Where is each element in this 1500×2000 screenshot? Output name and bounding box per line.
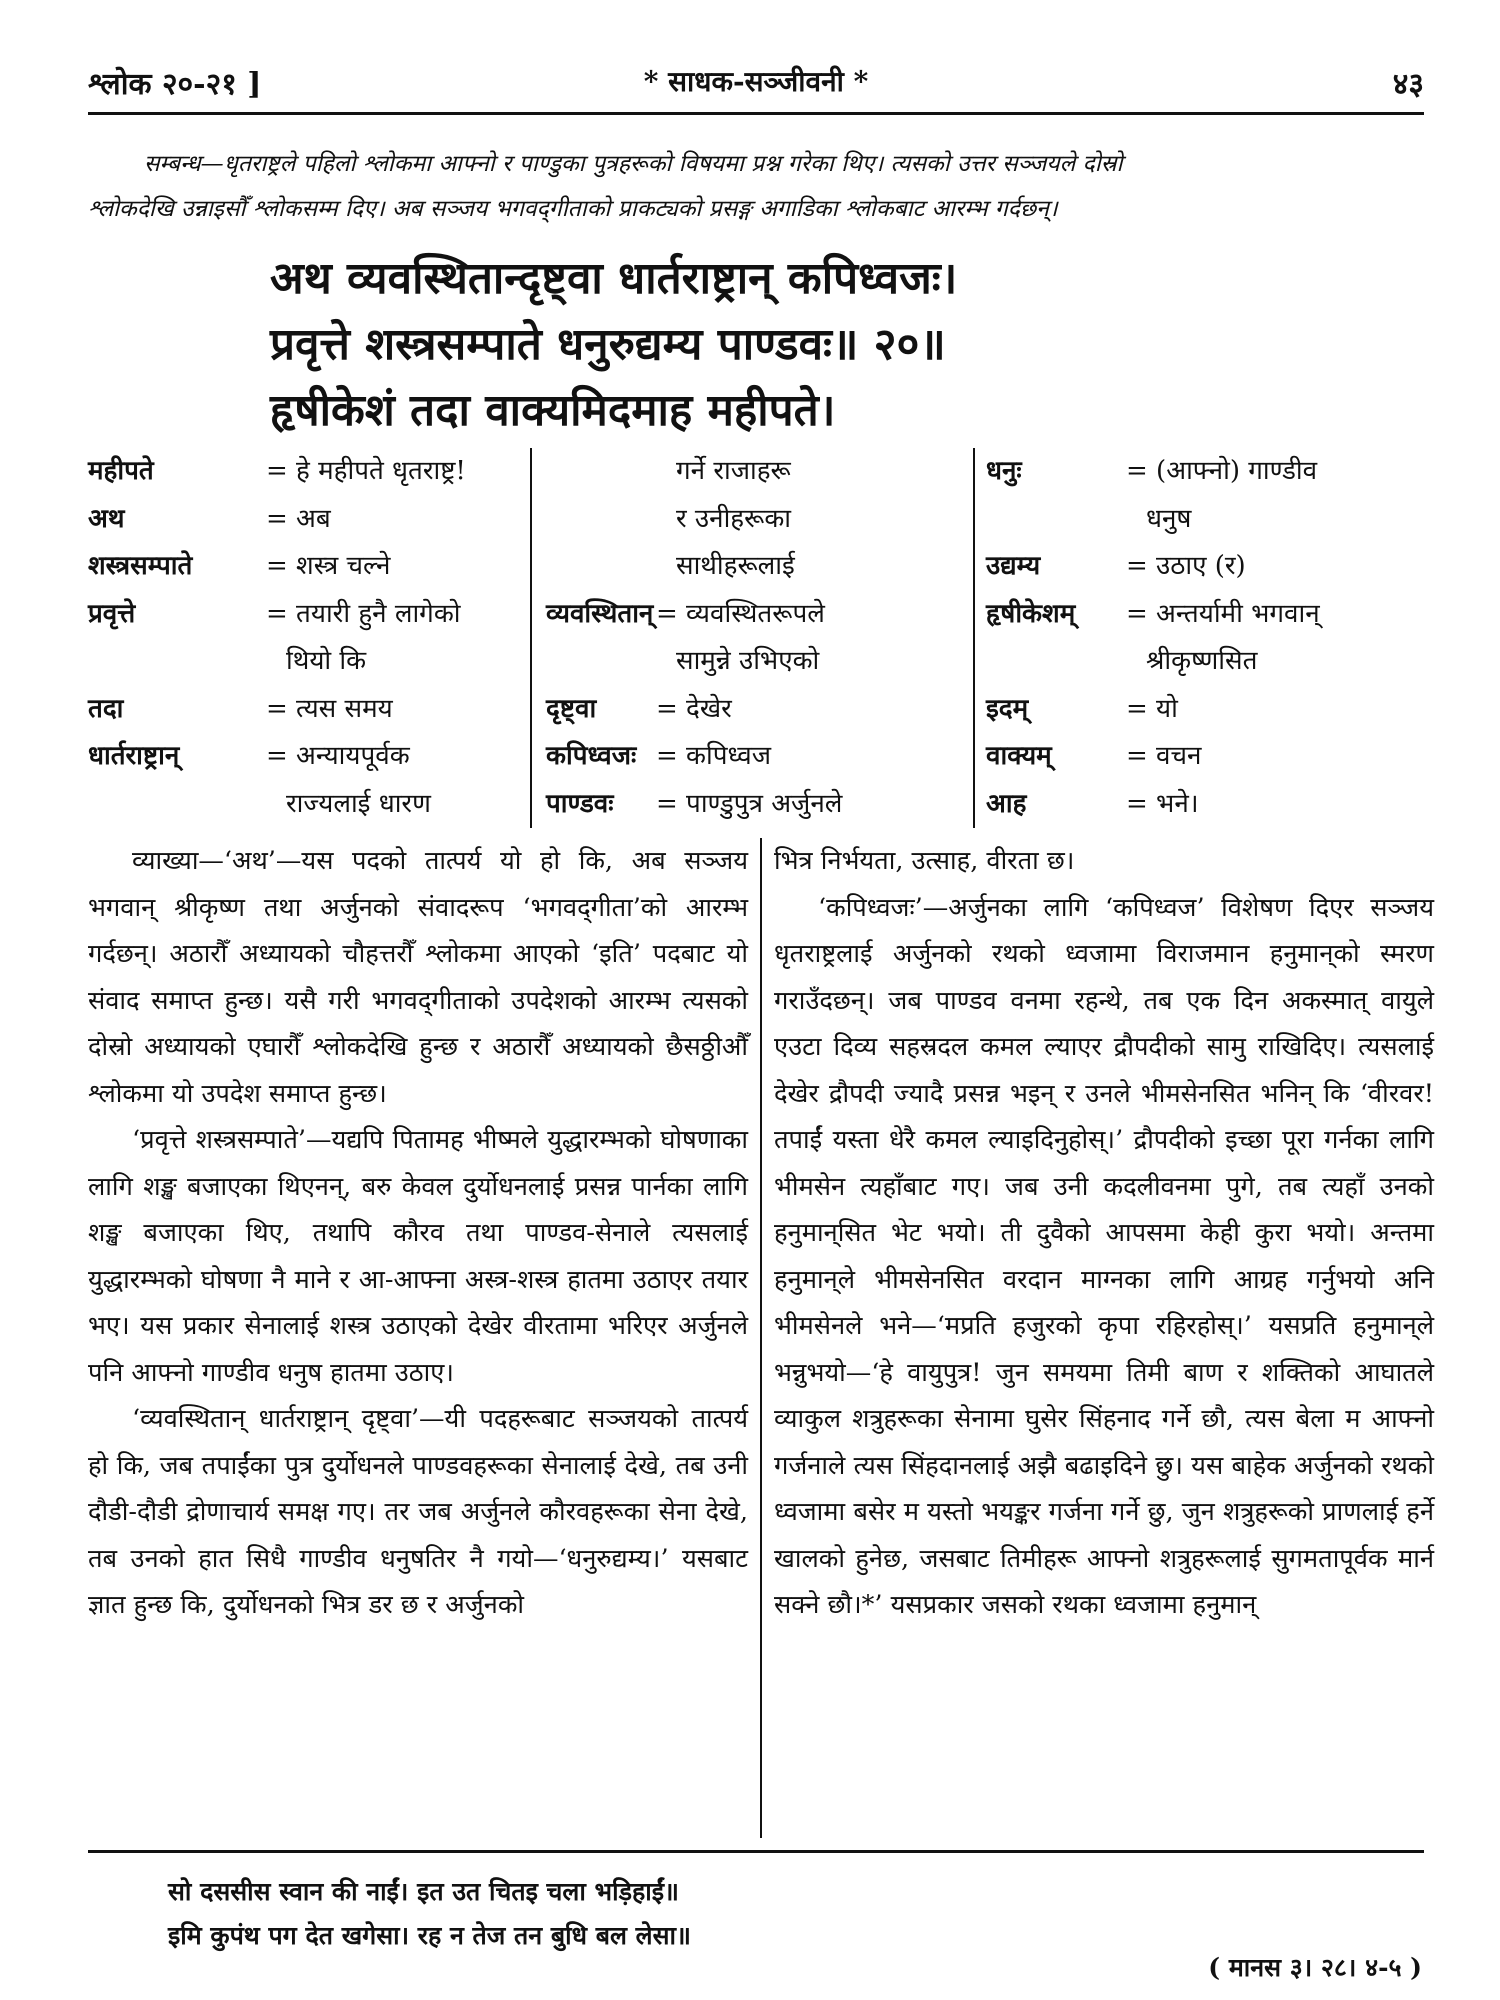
gloss-term: शस्त्रसम्पाते bbox=[88, 551, 193, 581]
gloss-column-3 bbox=[986, 448, 1416, 828]
gloss-term: धार्तराष्ट्रान् bbox=[88, 741, 180, 771]
gloss-row bbox=[986, 638, 1416, 686]
gloss-meaning: साथीहरूलाई bbox=[676, 551, 795, 581]
gloss-row bbox=[986, 733, 1416, 781]
gloss-meaning: थियो कि bbox=[286, 646, 367, 676]
gloss-meaning: र उनीहरूका bbox=[676, 503, 792, 534]
paragraph: ‘कपिध्वजः’—अर्जुनका लागि ‘कपिध्वज’ विशेषण दिएर सञ्जय धृतराष्ट्रलाई अर्जुनको रथको ध्वजामा विराजमान हनुमान्‌को स्मरण गराउँदछन्। जब पाण्डव वनमा रहन्थे, तब एक दिन अकस्मात् वायुले एउटा दिव्य सहस्रदल कमल ल्याएर द्रौपदीको सामु राखिदिए। त्यसलाई देखेर द्रौपदी ज्यादै प्रसन्न भइन् र उनले भीमसेनसित भनिन् कि ‘वीरवर! तपाईं यस्ता धेरै कमल ल्याइदिनुहोस्।’ द्रौपदीको इच्छा पूरा गर्नका लागि भीमसेन त्यहाँबाट गए। जब उनी कदलीवनमा पुगे, तब त्यहाँ उनको हनुमान्‌सित भेट भयो। ती दुवैको आपसमा केही कुरा भयो। अन्तमा हनुमान्‌ले भीमसेनसित वरदान माग्नका लागि आग्रह गर्नुभयो अनि भीमसेनले भने—‘मप्रति हजुरको कृपा रहिरहोस्।’ यसप्रति हनुमान्‌ले भन्नुभयो—‘हे वायुपुत्र! जुन समयमा तिमी बाण र शक्तिको आघातले व्याकुल शत्रुहरूका सेनामा घुसेर सिंहनाद गर्ने छौ, त्यस बेला म आफ्नो गर्जनाले त्यस सिंहदानलाई अझै बढाइदिने छु। यस बाहेक अर्जुनको रथको ध्वजामा बसेर म यस्तो भयङ्कर गर्जना गर्ने छु, जुन शत्रुहरूको प्राणलाई हर्ने खालको हुनेछ, जसबाट तिमीहरू आफ्नो शत्रुहरूलाई सुगमतापूर्वक मार्न सक्ने छौ।*’ यसप्रकार जसको रथका ध्वजामा हनुमान् bbox=[774, 892, 1434, 1620]
page-header bbox=[88, 62, 1424, 110]
footer-rule bbox=[88, 1850, 1424, 1853]
header-rule bbox=[88, 112, 1424, 115]
gloss-meaning: सामुन्ने उभिएको bbox=[676, 646, 820, 676]
context-paragraph bbox=[88, 142, 1424, 232]
gloss-meaning: = हे महीपते धृतराष्ट्र! bbox=[266, 456, 466, 486]
gloss-meaning: गर्ने राजाहरू bbox=[676, 456, 791, 486]
gloss-row bbox=[88, 591, 518, 639]
gloss-row bbox=[546, 448, 966, 496]
gloss-meaning: = भने। bbox=[1126, 788, 1199, 819]
gloss-row bbox=[88, 496, 518, 544]
gloss-meaning: = (आफ्नो) गाण्डीव bbox=[1126, 456, 1318, 486]
gloss-row bbox=[546, 781, 966, 829]
gloss-term: हृषीकेशम् bbox=[986, 598, 1076, 629]
word-meaning-table bbox=[88, 448, 1424, 828]
gloss-row bbox=[88, 448, 518, 496]
footnote-quote bbox=[168, 1870, 691, 1958]
verse-line: हृषीकेशं तदा वाक्यमिदमाह महीपते। bbox=[270, 385, 836, 436]
column-divider bbox=[760, 838, 762, 1838]
gloss-term: धनुः bbox=[986, 456, 1022, 486]
gloss-row bbox=[88, 733, 518, 781]
gloss-row bbox=[986, 496, 1416, 544]
gloss-meaning: = अन्तर्यामी भगवान् bbox=[1126, 598, 1320, 629]
gloss-term: पाण्डवः bbox=[546, 788, 614, 819]
gloss-row bbox=[88, 781, 518, 829]
paragraph: ‘प्रवृत्ते शस्त्रसम्पाते’—यद्यपि पितामह भीष्मले युद्धारम्भको घोषणाका लागि शङ्ख बजाएका थिएनन्, बरु केवल दुर्योधनलाई प्रसन्न पार्नका लागि शङ्ख बजाएका थिए, तथापि कौरव तथा पाण्डव-सेनाले त्यसलाई युद्धारम्भको घोषणा नै माने र आ-आफ्ना अस्त्र-शस्त्र हातमा उठाएर तयार भए। यस प्रकार सेनालाई शस्त्र उठाएको देखेर वीरतामा भरिएर अर्जुनले पनि आफ्नो गाण्डीव धनुष हातमा उठाए। bbox=[88, 1125, 748, 1388]
gloss-meaning: = देखेर bbox=[656, 693, 732, 724]
gloss-meaning: = अब bbox=[266, 503, 331, 534]
quote-line: इमि कुपंथ पग देत खगेसा। रह न तेज तन बुधि बल लेसा॥ bbox=[168, 1921, 691, 1950]
gloss-meaning: धनुष bbox=[1146, 503, 1192, 534]
gloss-meaning: = वचन bbox=[1126, 741, 1202, 771]
left-column bbox=[88, 838, 748, 1629]
quote-line: सो दससीस स्वान की नाईं। इत उत चितइ चला भड़िहाईं॥ bbox=[168, 1877, 679, 1906]
gloss-term: आह bbox=[986, 788, 1027, 819]
gloss-column-1 bbox=[88, 448, 518, 828]
gloss-column-2 bbox=[546, 448, 966, 828]
gloss-term: इदम् bbox=[986, 693, 1029, 724]
gloss-row bbox=[986, 686, 1416, 734]
chapter-reference: श्लोक २०-२१ ] bbox=[88, 67, 262, 102]
right-column bbox=[774, 838, 1434, 1629]
gloss-meaning: = कपिध्वज bbox=[656, 741, 772, 771]
page-number: ४३ bbox=[1392, 67, 1424, 102]
paragraph: ‘व्यवस्थितान् धार्तराष्ट्रान् दृष्ट्वा’—यी पदहरूबाट सञ्जयको तात्पर्य हो कि, जब तपाईंका पुत्र दुर्योधनले पाण्डवहरूका सेनालाई देखे, तब उनी दौडी-दौडी द्रोणाचार्य समक्ष गए। तर जब अर्जुनले कौरवहरूका सेना देखे, तब उनको हात सिधै गाण्डीव धनुषतिर नै गयो—‘धनुरुद्यम्य।’ यसबाट ज्ञात हुन्छ कि, दुर्योधनको भित्र डर छ र अर्जुनको bbox=[88, 1404, 748, 1620]
gloss-meaning: = अन्यायपूर्वक bbox=[266, 741, 410, 771]
quote-reference: ( मानस ३। २८। ४-५ ) bbox=[1208, 1953, 1422, 1982]
gloss-meaning: = यो bbox=[1126, 693, 1178, 724]
gloss-term: अथ bbox=[88, 503, 125, 534]
gloss-row bbox=[546, 543, 966, 591]
gloss-term: दृष्ट्वा bbox=[546, 693, 597, 724]
verse-line: प्रवृत्ते शस्त्रसम्पाते धनुरुद्यम्य पाण्डवः॥ २०॥ bbox=[270, 319, 946, 370]
gloss-row bbox=[986, 448, 1416, 496]
gloss-row bbox=[88, 543, 518, 591]
gloss-row bbox=[986, 591, 1416, 639]
context-line: सम्बन्ध—धृतराष्ट्रले पहिलो श्लोकमा आफ्नो र पाण्डुका पुत्रहरूको विषयमा प्रश्न गरेका थिए। त्यसको उत्तर सञ्जयले दोस्रो bbox=[144, 151, 1123, 177]
gloss-divider bbox=[973, 448, 975, 828]
gloss-meaning: = शस्त्र चल्ने bbox=[266, 551, 391, 581]
gloss-term: महीपते bbox=[88, 456, 154, 486]
book-title: * साधक-सञ्जीवनी * bbox=[643, 65, 869, 98]
gloss-divider bbox=[530, 448, 532, 828]
gloss-term: वाक्यम् bbox=[986, 741, 1052, 771]
gloss-row bbox=[986, 543, 1416, 591]
gloss-meaning: श्रीकृष्णसित bbox=[1146, 646, 1258, 676]
gloss-meaning: = पाण्डुपुत्र अर्जुनले bbox=[656, 788, 843, 819]
gloss-term: उद्यम्य bbox=[986, 551, 1041, 581]
paragraph: भित्र निर्भयता, उत्साह, वीरता छ। bbox=[774, 846, 1075, 876]
gloss-term: तदा bbox=[88, 693, 124, 724]
context-line: श्लोकदेखि उन्नाइसौँ श्लोकसम्म दिए। अब सञ्जय भगवद्‌गीताको प्राकट्यको प्रसङ्ग अगाडिका श्लोकबाट आरम्भ गर्दछन्। bbox=[88, 196, 1058, 222]
gloss-row bbox=[88, 686, 518, 734]
gloss-term: प्रवृत्ते bbox=[88, 598, 136, 629]
paragraph: व्याख्या—‘अथ’—यस पदको तात्पर्य यो हो कि, अब सञ्जय भगवान् श्रीकृष्ण तथा अर्जुनको संवादरूप ‘भगवद्‌गीता’को आरम्भ गर्दछन्। अठारौँ अध्यायको चौहत्तरौँ श्लोकमा आएको ‘इति’ पदबाट यो संवाद समाप्त हुन्छ। यसै गरी भगवद्‌गीताको उपदेशको आरम्भ त्यसको दोस्रो अध्यायको एघारौँ श्लोकदेखि हुन्छ र अठारौँ अध्यायको छैसठ्ठीऔँ श्लोकमा यो उपदेश समाप्त हुन्छ। bbox=[88, 846, 748, 1109]
verse-block bbox=[270, 246, 1270, 444]
gloss-row bbox=[546, 686, 966, 734]
gloss-row bbox=[546, 638, 966, 686]
gloss-row bbox=[546, 733, 966, 781]
gloss-row bbox=[546, 496, 966, 544]
gloss-term: कपिध्वजः bbox=[546, 741, 637, 771]
gloss-row bbox=[546, 591, 966, 639]
verse-line: अथ व्यवस्थितान्दृष्ट्वा धार्तराष्ट्रान् कपिध्वजः। bbox=[270, 253, 958, 304]
gloss-meaning: = उठाए (र) bbox=[1126, 551, 1246, 581]
gloss-meaning: राज्यलाई धारण bbox=[286, 788, 431, 819]
gloss-row bbox=[88, 638, 518, 686]
gloss-row bbox=[986, 781, 1416, 829]
gloss-meaning: = व्यवस्थितरूपले bbox=[656, 598, 825, 629]
gloss-meaning: = त्यस समय bbox=[266, 693, 393, 724]
gloss-meaning: = तयारी हुनै लागेको bbox=[266, 598, 461, 629]
gloss-term: व्यवस्थितान् bbox=[546, 598, 654, 629]
